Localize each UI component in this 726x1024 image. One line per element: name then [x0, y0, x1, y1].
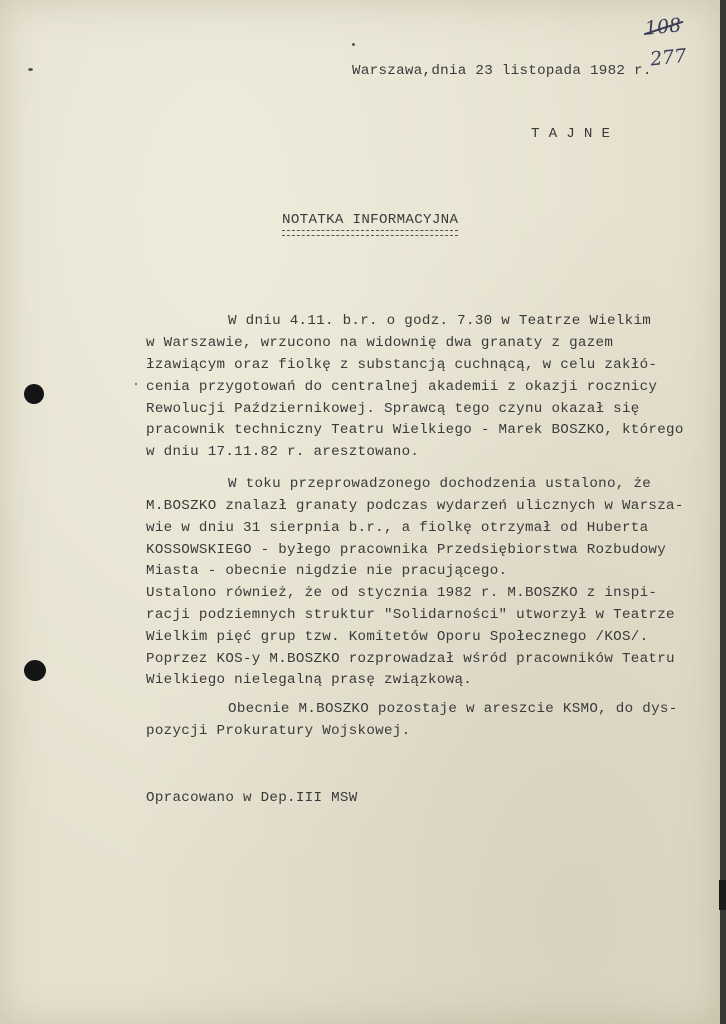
- scan-edge-mark: [719, 880, 726, 910]
- paper-speck: [352, 43, 355, 46]
- paragraph-1-line-2: w Warszawie, wrzucono na widownię dwa granaty z gazem: [146, 335, 614, 351]
- current-archive-number: 277: [649, 44, 688, 71]
- document-title: NOTATKA INFORMACYJNA: [282, 212, 459, 228]
- paper-speck: [135, 383, 137, 385]
- title-underline: [282, 230, 458, 236]
- paragraph-2-line-8: Wielkim pięć grup tzw. Komitetów Oporu Społecznego /KOS/.: [146, 629, 649, 645]
- paragraph-3-line-1: Obecnie M.BOSZKO pozostaje w areszcie KSMO, do dys-: [228, 701, 678, 717]
- paragraph-2-line-4: KOSSOWSKIEGO - byłego pracownika Przedsiębiorstwa Rozbudowy: [146, 542, 667, 558]
- paragraph-2-line-2: M.BOSZKO znalazł granaty podczas wydarzeń ulicznych w Warsza-: [146, 498, 684, 514]
- paragraph-1-line-6: pracownik techniczny Teatru Wielkiego - Marek BOSZKO, którego: [146, 422, 684, 438]
- punch-hole-lower: [24, 660, 46, 681]
- paragraph-2-line-3: wie w dniu 31 sierpnia b.r., a fiolkę otrzymał od Huberta: [146, 520, 649, 536]
- classification-stamp: T A J N E: [531, 126, 611, 142]
- paragraph-2-line-1: W toku przeprowadzonego dochodzenia ustalono, że: [228, 476, 652, 492]
- struck-archive-number: 108: [643, 14, 683, 40]
- paper-speck: [28, 68, 33, 71]
- punch-hole-upper: [24, 384, 44, 404]
- paragraph-1-line-5: Rewolucji Październikowej. Sprawcą tego czynu okazał się: [146, 401, 640, 417]
- paragraph-2-line-9: Poprzez KOS-y M.BOSZKO rozprowadzał wśród pracowników Teatru: [146, 651, 675, 667]
- paragraph-2-line-10: Wielkiego nielegalną prasę związkową.: [146, 672, 473, 688]
- paragraph-2-line-7: racji podziemnych struktur "Solidarności" utworzył w Teatrze: [146, 607, 675, 623]
- scan-edge: [720, 0, 726, 1024]
- archive-page-number: [643, 10, 722, 71]
- prepared-by-line: Opracowano w Dep.III MSW: [146, 790, 358, 806]
- paragraph-2-line-5: Miasta - obecnie nigdzie nie pracującego.: [146, 563, 508, 579]
- paragraph-1-line-7: w dniu 17.11.82 r. aresztowano.: [146, 444, 420, 460]
- paragraph-3-line-2: pozycji Prokuratury Wojskowej.: [146, 723, 411, 739]
- paragraph-2-line-6: Ustalono również, że od stycznia 1982 r. M.BOSZKO z inspi-: [146, 585, 658, 601]
- paragraph-1-line-4: cenia przygotowań do centralnej akademii z okazji rocznicy: [146, 379, 658, 395]
- place-date-line: Warszawa,dnia 23 listopada 1982 r.: [352, 63, 652, 79]
- paragraph-1-line-1: W dniu 4.11. b.r. o godz. 7.30 w Teatrze Wielkim: [228, 313, 652, 329]
- paragraph-1-line-3: łzawiącym oraz fiolkę z substancją cuchnącą, w celu zakłó-: [146, 357, 658, 373]
